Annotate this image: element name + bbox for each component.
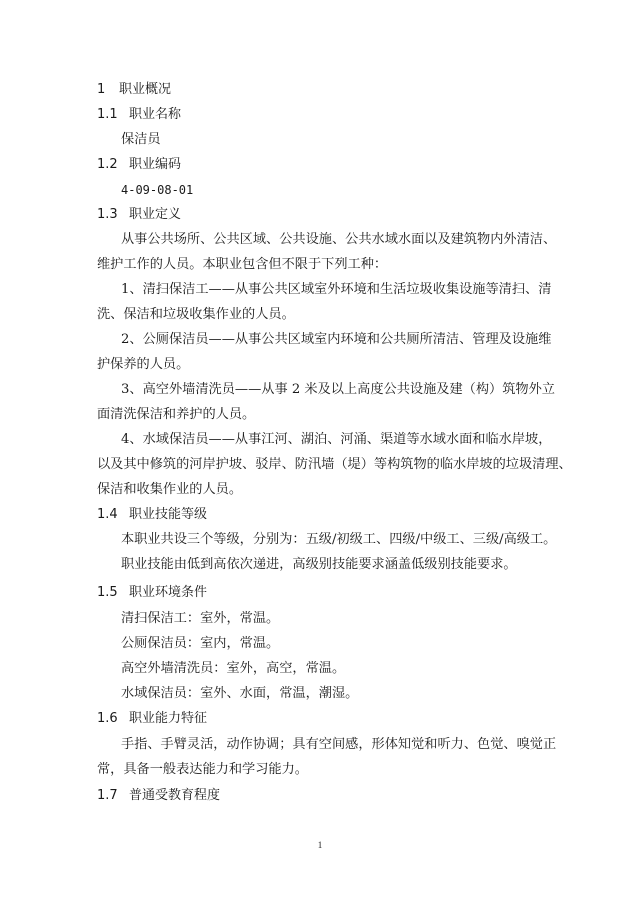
paragraph-line: 职业技能由低到高依次递进，高级别技能要求涵盖低级别技能要求。	[121, 557, 517, 572]
paragraph-line: 以及其中修筑的河岸护坡、驳岸、防汛墙（堤）等构筑物的临水岸坡的垃圾清理、	[97, 457, 572, 472]
paragraph-line: 高空外墙清洗员：室外，高空，常温。	[121, 661, 346, 676]
paragraph-line: 维护工作的人员。本职业包含但不限于下列工种：	[97, 257, 388, 272]
section-number: 1.2	[97, 157, 118, 172]
chapter-heading	[97, 81, 171, 99]
chapter-title: 职业概况	[119, 82, 172, 97]
section-title: 职业技能等级	[129, 507, 208, 522]
paragraph-line: 手指、手臂灵活，动作协调；具有空间感，形体知觉和听力、色觉、嗅觉正	[121, 737, 557, 752]
section-title: 职业定义	[129, 207, 182, 222]
paragraph-line: 保洁和收集作业的人员。	[97, 482, 243, 497]
paragraph-line: 4、水域保洁员——从事江河、湖泊、河涌、渠道等水域水面和临水岸坡，	[121, 432, 552, 447]
section-title: 职业环境条件	[129, 585, 208, 600]
paragraph-line: 水域保洁员：室外、水面，常温，潮湿。	[121, 686, 359, 701]
section-title: 职业名称	[129, 107, 182, 122]
page-number: 1	[317, 840, 323, 850]
section-heading-1-4	[97, 506, 207, 524]
paragraph-line: 从事公共场所、公共区域、公共设施、公共水域水面以及建筑物内外清洁、	[121, 232, 557, 247]
paragraph-line: 1、清扫保洁工——从事公共区域室外环境和生活垃圾收集设施等清扫、清	[121, 282, 552, 297]
paragraph-line: 护保养的人员。	[97, 357, 190, 372]
section-heading-1-7	[97, 787, 220, 805]
paragraph-line: 2、公厕保洁员——从事公共区域室内环境和公共厕所清洁、管理及设施维	[121, 332, 552, 347]
paragraph-line: 常，具备一般表达能力和学习能力。	[97, 762, 308, 777]
section-number: 1.4	[97, 507, 118, 522]
paragraph-line: 本职业共设三个等级，分别为：五级/初级工、四级/中级工、三级/高级工。	[121, 532, 557, 547]
chapter-number: 1	[97, 82, 106, 97]
paragraph-line: 3、高空外墙清洗员——从事 2 米及以上高度公共设施及建（构）筑物外立	[121, 382, 555, 397]
section-number: 1.7	[97, 788, 118, 803]
section-heading-1-2	[97, 156, 181, 174]
section-title: 职业编码	[129, 157, 182, 172]
section-number: 1.3	[97, 207, 118, 222]
paragraph-line: 公厕保洁员：室内，常温。	[121, 636, 280, 651]
paragraph-line: 洗、保洁和垃圾收集作业的人员。	[97, 307, 295, 322]
section-heading-1-6	[97, 710, 207, 728]
section-title: 职业能力特征	[129, 711, 208, 726]
paragraph-line: 面清洗保洁和养护的人员。	[97, 407, 256, 422]
occupation-name: 保洁员	[121, 132, 161, 147]
occupation-code: 4-09-08-01	[121, 183, 194, 197]
section-heading-1-5	[97, 584, 207, 602]
section-heading-1-1	[97, 106, 181, 124]
section-number: 1.6	[97, 711, 118, 726]
section-heading-1-3	[97, 206, 181, 224]
section-title: 普通受教育程度	[129, 788, 221, 803]
section-number: 1.5	[97, 585, 118, 600]
paragraph-line: 清扫保洁工：室外，常温。	[121, 611, 280, 626]
section-number: 1.1	[97, 107, 118, 122]
